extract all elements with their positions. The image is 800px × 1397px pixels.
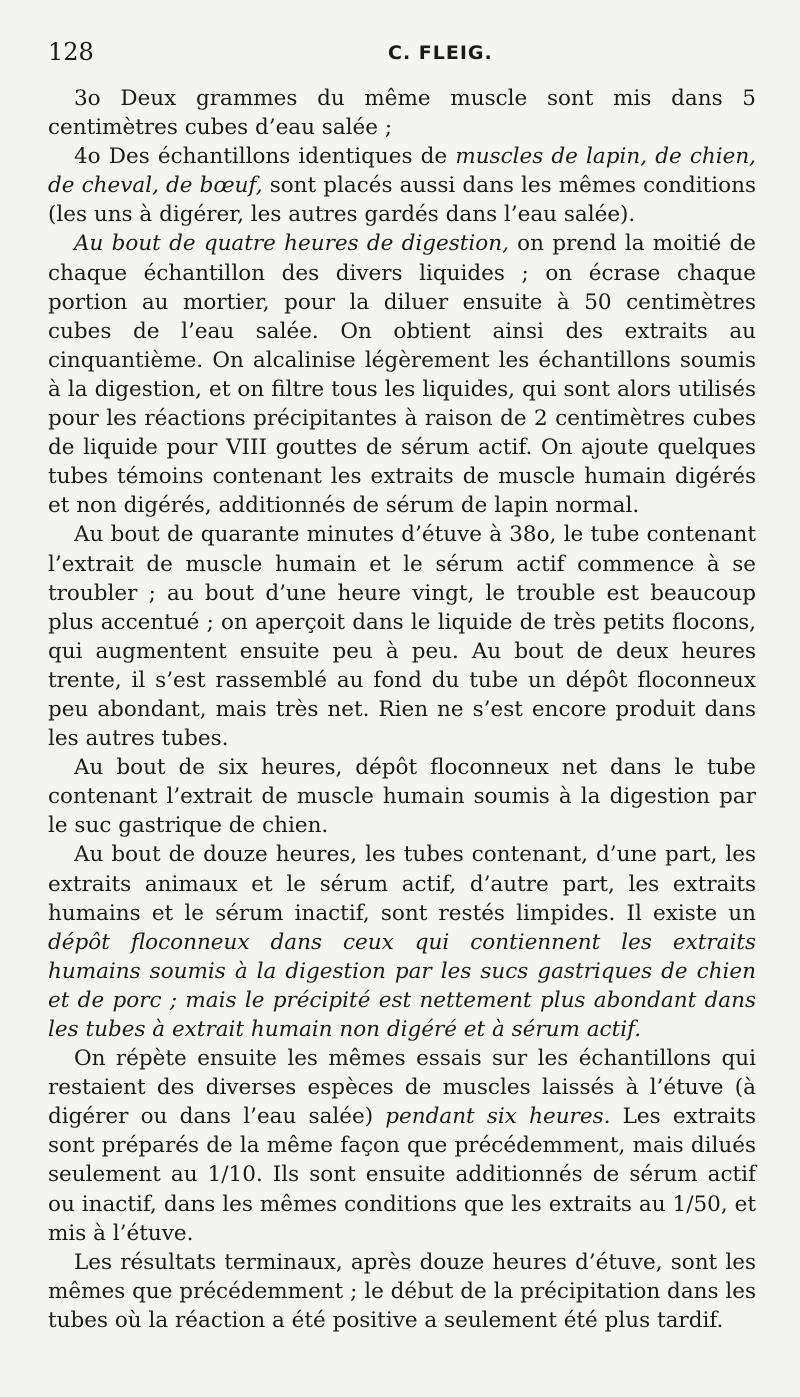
italic-text-run: Au bout de quatre heures de digestion, — [74, 231, 509, 257]
text-run: 4o Des échantillons identiques de — [74, 144, 456, 170]
running-head: C. FLEIG. — [388, 42, 493, 64]
italic-text-run: dépôt floconneux dans ceux qui contiennent les extraits humains soumis à la digestion par les sucs gastriques de chien et de porc ; mais le précipité est nettement plus abondant dans les tubes à extrait humain non digéré et à sérum actif. — [48, 929, 756, 1042]
text-run: Au bout de six heures, dépôt floconneux net dans le tube contenant l’extrait de muscle humain soumis à la digestion par le suc gastrique de chien. — [48, 755, 756, 839]
text-run: Les résultats terminaux, après douze heures d’étuve, sont les mêmes que précédemment ; le début de la précipitation dans les tubes où la réaction a été positive a seulement été plus tardif. — [48, 1249, 756, 1333]
text-run: 3o Deux grammes du même muscle sont mis dans 5 centimètres cubes d’eau salée ; — [48, 86, 756, 141]
page-header — [48, 38, 752, 72]
text-run: on prend la moitié de chaque échantillon des divers liquides ; on écrase chaque portion au mortier, pour la diluer ensuite à 50 centimètres cubes de l’eau salée. On obtient ainsi des extraits au cinquantième. On alcalinise légèrement les échantillons soumis à la digestion, et on filtre tous les liquides, qui sont alors utilisés pour les réactions précipitantes à raison de 2 centimètres cubes de liquide pour VIII gouttes de sérum actif. On ajoute quelques tubes témoins contenant les extraits de muscle humain digérés et non digérés, additionnés de sérum de lapin normal. — [48, 231, 757, 519]
text-run: On répète ensuite les mêmes essais sur les échantillons qui restaient des diverses espèces de muscles laissés à l’étuve (à digérer ou dans l’eau salée) — [48, 1046, 756, 1130]
italic-text-run: pendant six heures. — [385, 1104, 611, 1130]
text-run: Au bout de quarante minutes d’étuve à 38o, le tube contenant l’extrait de muscle humain et le sérum actif commence à se troubler ; au bout d’une heure vingt, le trouble est beaucoup plus accentué ; on aperçoit dans le liquide de très petits flocons, qui augmentent ensuite peu à peu. Au bout de deux heures trente, il s’est rassemblé au fond du tube un dépôt floconneux peu abondant, mais très net. Rien ne s’est encore produit dans les autres tubes. — [48, 522, 756, 752]
text-run: Au bout de douze heures, les tubes contenant, d’une part, les extraits animaux et le sérum actif, d’autre part, les extraits humains et le sérum inactif, sont restés limpides. Il existe un — [48, 842, 756, 926]
paragraph — [48, 840, 756, 1044]
text-run: sont placés aussi dans les mêmes conditions (les uns à digérer, les autres gardés dans l’eau salée). — [48, 173, 756, 228]
paragraph — [48, 1248, 756, 1335]
body-text — [48, 84, 756, 1335]
paragraph — [48, 142, 756, 229]
italic-text-run: muscles de lapin, de chien, de cheval, de bœuf, — [48, 144, 756, 199]
paragraph — [48, 753, 756, 840]
paragraph — [48, 229, 756, 520]
paragraph — [48, 520, 756, 753]
text-run: Les extraits sont préparés de la même façon que précédemment, mais dilués seulement au 1/10. Ils sont ensuite additionnés de sérum actif ou inactif, dans les mêmes conditions que les extraits au 1/50, et mis à l’étuve. — [48, 1104, 756, 1246]
paragraph — [48, 84, 756, 142]
paragraph — [48, 1044, 756, 1248]
page-number: 128 — [48, 38, 94, 66]
